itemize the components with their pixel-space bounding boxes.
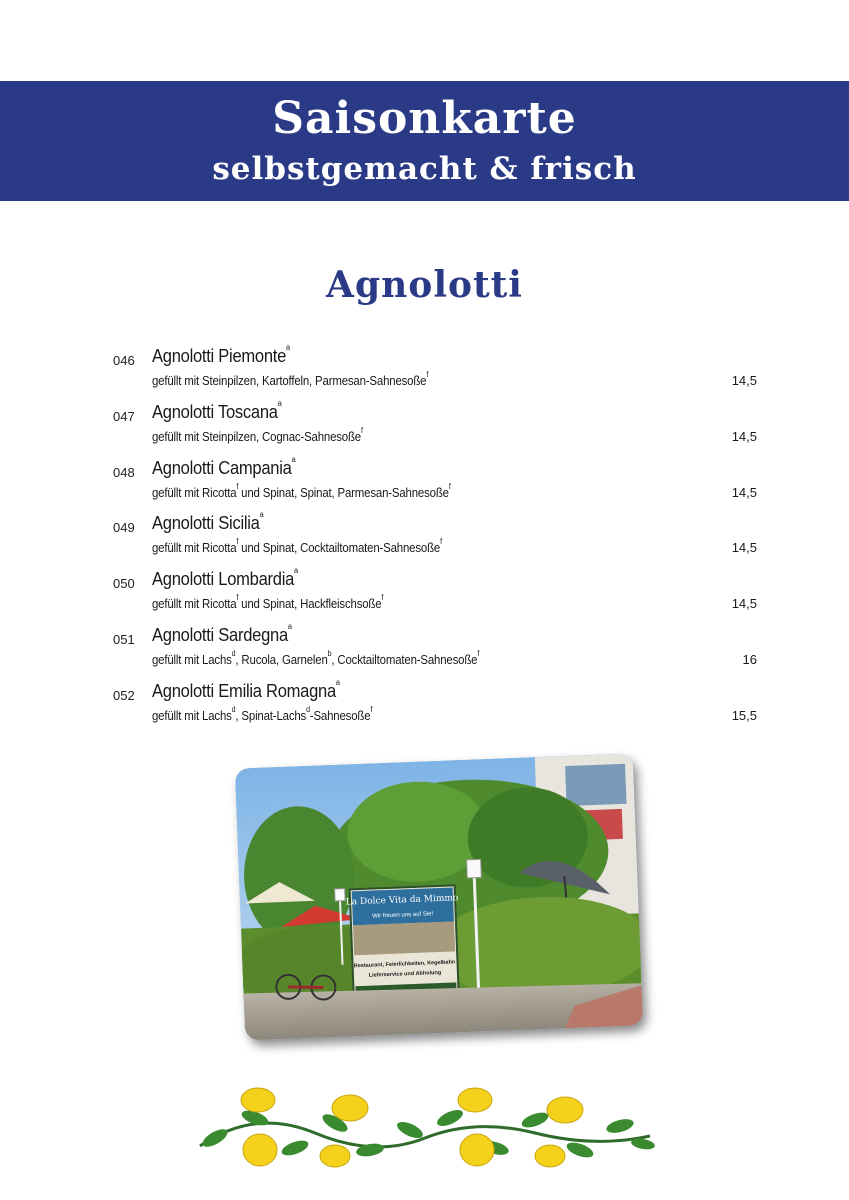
allergen-marker: a <box>291 454 296 464</box>
allergen-marker: d <box>231 704 236 714</box>
sign-line: Wir freuen uns auf Sie! <box>372 911 434 920</box>
description-text: , Rucola, Garnelen <box>235 652 328 667</box>
allergen-marker: f <box>426 370 429 379</box>
description-text: gefüllt mit Lachs <box>152 652 232 667</box>
menu-subtitle: selbstgemacht & frisch <box>212 151 637 187</box>
item-price: 14,5 <box>731 373 757 388</box>
sign-text-1: Restaurant, Feierlichkeiten, Kegelbahn <box>353 959 456 970</box>
item-number: 047 <box>113 408 135 424</box>
item-description <box>152 481 451 500</box>
item-name-text: Agnolotti Emilia Romagna <box>152 680 336 701</box>
allergen-marker: b <box>327 649 332 658</box>
item-description <box>152 704 373 723</box>
item-number: 050 <box>113 576 135 592</box>
item-name-text: Agnolotti Sicilia <box>152 513 260 534</box>
item-price: 16 <box>742 652 757 667</box>
item-price: 15,5 <box>731 707 757 723</box>
description-text: , Cocktailtomaten-Sahnesoße <box>331 652 478 667</box>
item-number: 049 <box>113 520 135 536</box>
header-banner <box>0 81 849 201</box>
sign-title: La Dolce Vita da Mimmo <box>345 893 459 908</box>
allergen-marker: a <box>259 510 264 520</box>
description-text: gefüllt mit Ricotta <box>152 540 237 556</box>
description-text: gefüllt mit Steinpilzen, Kartoffeln, Parmesan-Sahnesoße <box>152 373 427 388</box>
item-name-text: Agnolotti Campania <box>152 457 292 478</box>
item-number: 051 <box>113 632 135 647</box>
description-text: gefüllt mit Ricotta <box>152 484 237 500</box>
allergen-marker: a <box>335 677 340 687</box>
allergen-marker: a <box>287 622 292 631</box>
item-name-text: Agnolotti Lombardia <box>152 569 295 590</box>
item-number: 046 <box>113 353 135 368</box>
item-name <box>152 510 264 534</box>
item-name-text: Agnolotti Toscana <box>152 401 278 422</box>
menu-item <box>0 567 849 619</box>
allergen-marker: d <box>231 649 236 658</box>
description-text: gefüllt mit Steinpilzen, Cognac-Sahnesoße <box>152 428 361 444</box>
description-text: gefüllt mit Ricotta <box>152 596 237 612</box>
menu-title: Saisonkarte <box>272 93 577 144</box>
item-number: 048 <box>113 464 135 480</box>
item-description <box>152 649 480 667</box>
item-name <box>152 343 290 367</box>
menu-item <box>0 400 849 452</box>
allergen-marker: f <box>370 704 373 714</box>
allergen-marker: a <box>286 343 290 352</box>
sign-text-2: Lieferservice und Abholung <box>368 969 442 979</box>
menu-item <box>0 679 849 731</box>
allergen-marker: f <box>381 593 384 603</box>
item-description <box>152 425 363 444</box>
description-text: , Spinat-Lachs <box>235 707 307 723</box>
lemon-garland-decoration <box>195 1078 655 1178</box>
menu-item <box>0 623 849 675</box>
item-name-text: Agnolotti Piemonte <box>152 346 287 366</box>
menu-item <box>0 511 849 563</box>
menu-item <box>0 456 849 508</box>
allergen-marker: f <box>440 537 442 547</box>
allergen-marker: f <box>236 593 239 603</box>
description-text: und Spinat, Cocktailtomaten-Sahnesoße <box>238 540 441 556</box>
restaurant-photo <box>235 753 643 1040</box>
item-description <box>152 593 384 612</box>
allergen-marker: a <box>277 398 282 408</box>
item-name <box>152 454 296 479</box>
item-number: 052 <box>113 687 135 703</box>
description-text: und Spinat, Hackfleischsoße <box>238 596 382 612</box>
item-price: 14,5 <box>731 540 757 556</box>
item-price: 14,5 <box>731 596 757 612</box>
description-text: -Sahnesoße <box>309 707 371 723</box>
item-description <box>152 370 429 388</box>
allergen-marker: f <box>448 481 451 491</box>
item-name <box>152 566 298 590</box>
item-price: 14,5 <box>731 484 757 500</box>
item-description <box>152 537 442 556</box>
item-price: 14,5 <box>731 428 757 444</box>
item-name <box>152 622 292 646</box>
allergen-marker: a <box>294 566 298 576</box>
allergen-marker: f <box>361 425 363 435</box>
item-name <box>152 398 282 423</box>
item-name-text: Agnolotti Sardegna <box>152 625 288 645</box>
allergen-marker: f <box>236 537 239 547</box>
allergen-marker: f <box>477 649 480 658</box>
allergen-marker: f <box>236 481 239 491</box>
section-title: Agnolotti <box>326 264 523 306</box>
item-name <box>152 677 340 702</box>
allergen-marker: d <box>306 704 310 714</box>
description-text: gefüllt mit Lachs <box>152 707 232 723</box>
description-text: und Spinat, Spinat, Parmesan-Sahnesoße <box>238 484 449 500</box>
menu-item <box>0 344 849 396</box>
